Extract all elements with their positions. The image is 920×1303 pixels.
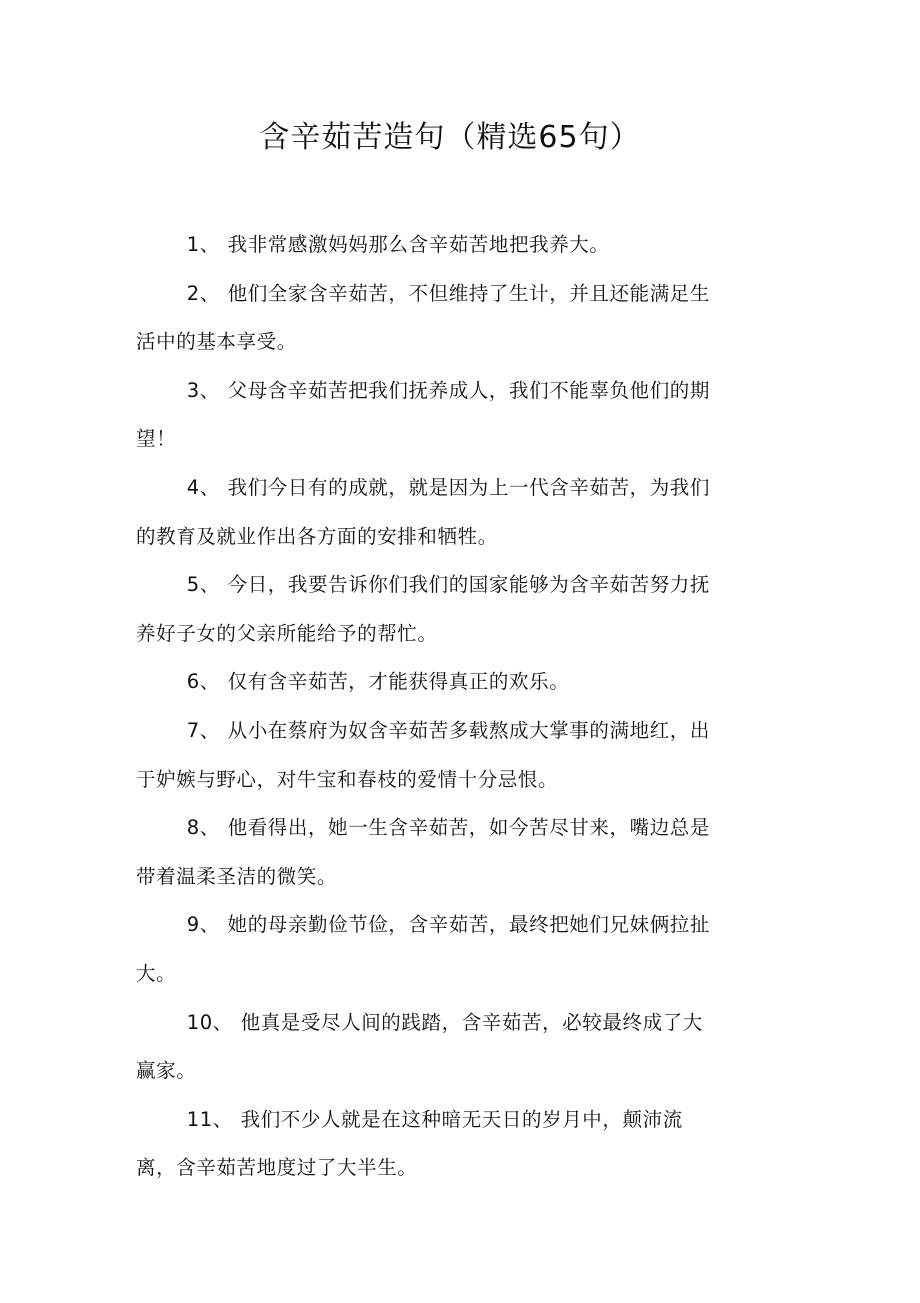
sentence-number: 2、 [186, 281, 220, 305]
sentence-item [136, 561, 716, 658]
sentence-item [136, 221, 716, 270]
sentence-text: 我非常感激妈妈那么含辛茹苦地把我养大。 [227, 233, 610, 256]
sentence-number: 10、 [186, 1010, 233, 1034]
sentence-text: 我们今日有的成就，就是因为上一代含辛茹苦，为我们的教育及就业作出各方面的安排和牺牲。 [136, 475, 710, 548]
sentence-number: 7、 [186, 718, 220, 742]
sentence-item [136, 464, 716, 561]
sentence-number: 6、 [186, 670, 220, 694]
sentence-number: 5、 [186, 573, 220, 597]
sentence-item [136, 1096, 716, 1193]
sentence-item [136, 901, 716, 998]
sentence-item [136, 658, 716, 707]
sentence-text: 他们全家含辛茹苦，不但维持了生计，并且还能满足生活中的基本享受。 [136, 281, 710, 354]
sentence-list [136, 221, 716, 1193]
sentence-number: 1、 [186, 233, 220, 256]
sentence-text: 我们不少人就是在这种暗无天日的岁月中，颠沛流离，含辛茹苦地度过了大半生。 [136, 1107, 683, 1180]
sentence-item [136, 367, 716, 464]
sentence-item [136, 999, 716, 1096]
sentence-item [136, 270, 716, 367]
sentence-number: 11、 [186, 1107, 233, 1131]
sentence-number: 4、 [186, 475, 220, 499]
sentence-text: 他看得出，她一生含辛茹苦，如今苦尽甘来，嘴边总是带着温柔圣洁的微笑。 [136, 816, 710, 888]
sentence-item [136, 707, 716, 804]
sentence-number: 8、 [186, 816, 220, 840]
sentence-number: 9、 [186, 913, 220, 937]
sentence-text: 他真是受尽人间的践踏，含辛茹苦，必较最终成了大赢家。 [136, 1010, 703, 1083]
sentence-text: 仅有含辛茹苦，才能获得真正的欢乐。 [227, 670, 570, 694]
sentence-text: 父母含辛茹苦把我们抚养成人，我们不能辜负他们的期望！ [136, 378, 710, 451]
sentence-text: 她的母亲勤俭节俭，含辛茹苦，最终把她们兄妹俩拉扯大。 [136, 913, 710, 985]
document-title: 含辛茹苦造句（精选65句） [259, 120, 641, 155]
sentence-text: 从小在蔡府为奴含辛茹苦多载熬成大掌事的满地红，出于妒嫉与野心，对牛宝和春枝的爱情十分忌恨。 [136, 718, 710, 791]
sentence-number: 3、 [186, 378, 220, 402]
sentence-text: 今日，我要告诉你们我们的国家能够为含辛茹苦努力抚养好子女的父亲所能给予的帮忙。 [136, 573, 710, 645]
sentence-item [136, 804, 716, 901]
